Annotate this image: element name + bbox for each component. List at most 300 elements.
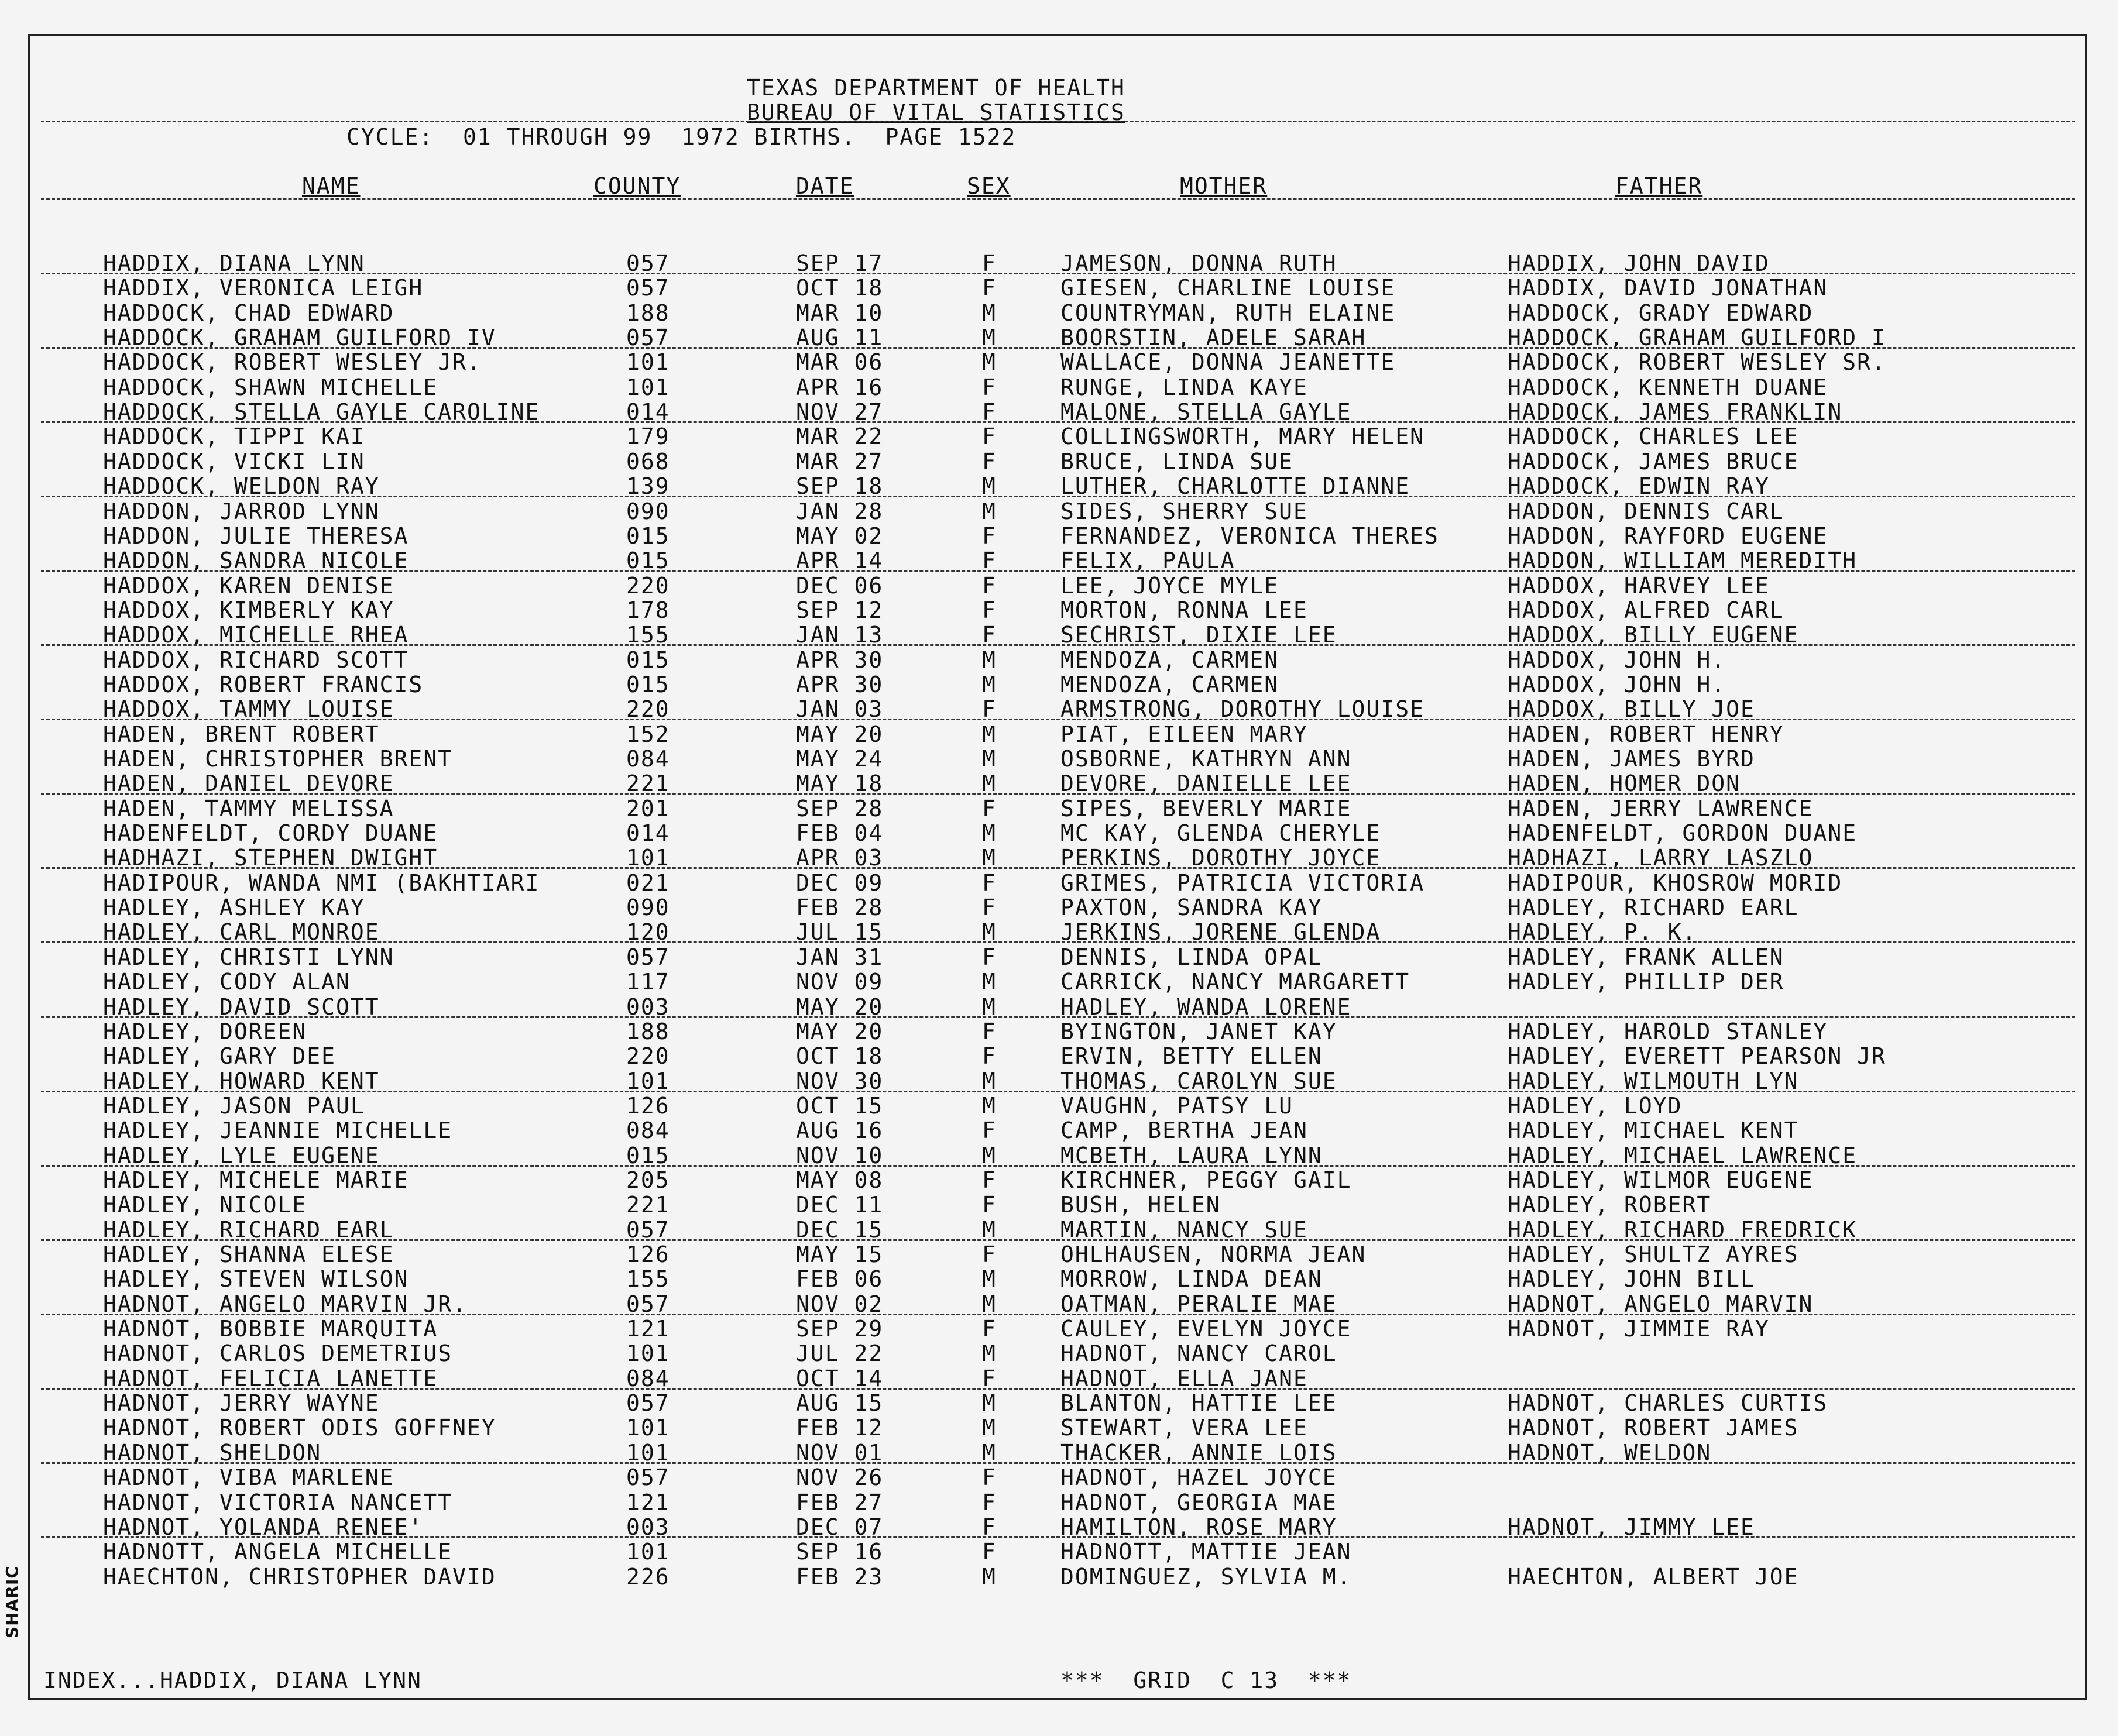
- table-row: [0, 573, 2118, 597]
- cell-date: MAR 22: [796, 424, 884, 450]
- bureau-title: BUREAU OF VITAL STATISTICS: [747, 99, 1125, 125]
- cell-date: NOV 09: [796, 969, 884, 995]
- cell-father: HADEN, JERRY LAWRENCE: [1508, 795, 1814, 821]
- cell-mother: COUNTRYMAN, RUTH ELAINE: [1060, 300, 1396, 326]
- cell-date: OCT 18: [796, 1043, 884, 1070]
- cell-date: SEP 18: [796, 473, 884, 500]
- table-row: [0, 523, 2118, 548]
- cell-date: JUL 15: [796, 919, 884, 946]
- cell-father: HADDON, WILLIAM MEREDITH: [1508, 548, 1858, 574]
- cell-sex: M: [982, 969, 997, 995]
- cell-mother: FELIX, PAULA: [1060, 548, 1235, 574]
- cell-father: HADENFELDT, GORDON DUANE: [1508, 820, 1858, 847]
- cell-father: HADDOCK, CHARLES LEE: [1508, 424, 1799, 450]
- cell-date: OCT 15: [796, 1092, 884, 1119]
- table-row: [0, 1465, 2118, 1489]
- cell-date: MAR 06: [796, 349, 884, 376]
- cell-name: HAECHTON, CHRISTOPHER DAVID: [103, 1563, 496, 1590]
- cell-sex: F: [982, 250, 997, 276]
- cell-father: HADDOCK, GRAHAM GUILFORD I: [1508, 325, 1886, 351]
- cell-mother: PIAT, EILEEN MARY: [1060, 721, 1308, 747]
- side-label: SHARIC: [2, 1566, 22, 1638]
- cell-date: MAY 15: [796, 1242, 884, 1267]
- cell-mother: MC KAY, GLENDA CHERYLE: [1060, 820, 1381, 847]
- cell-county: 101: [626, 1415, 670, 1441]
- cell-sex: M: [982, 1415, 997, 1441]
- cell-name: HADNOTT, ANGELA MICHELLE: [103, 1539, 453, 1565]
- table-row: [0, 919, 2118, 944]
- cell-sex: F: [982, 424, 997, 450]
- cell-name: HADLEY, GARY DEE: [103, 1043, 337, 1070]
- cell-date: MAY 20: [796, 994, 884, 1020]
- cell-name: HADLEY, JASON PAUL: [103, 1092, 365, 1119]
- cell-sex: M: [982, 845, 997, 871]
- cell-sex: M: [982, 325, 997, 351]
- cell-mother: GIESEN, CHARLINE LOUISE: [1060, 275, 1396, 301]
- cell-mother: HADLEY, WANDA LORENE: [1060, 994, 1352, 1020]
- cell-county: 003: [626, 994, 670, 1020]
- cell-sex: F: [982, 548, 997, 574]
- cell-county: 226: [626, 1563, 670, 1590]
- cell-county: 015: [626, 1142, 670, 1168]
- cell-sex: F: [982, 597, 997, 623]
- cell-sex: M: [982, 349, 997, 376]
- cell-date: SEP 28: [796, 795, 884, 821]
- cell-county: 179: [626, 424, 670, 450]
- table-row: [0, 746, 2118, 771]
- cell-date: OCT 18: [796, 275, 884, 301]
- cell-sex: M: [982, 820, 997, 847]
- cell-date: NOV 02: [796, 1291, 884, 1317]
- cell-father: HADLEY, MICHAEL LAWRENCE: [1508, 1142, 1858, 1168]
- cell-date: SEP 16: [796, 1539, 884, 1565]
- cell-father: HADLEY, JOHN BILL: [1508, 1266, 1755, 1292]
- column-header-mother: MOTHER: [1180, 173, 1268, 199]
- cell-mother: JERKINS, JORENE GLENDA: [1060, 919, 1381, 946]
- cell-county: 068: [626, 448, 670, 475]
- cell-mother: OSBORNE, KATHRYN ANN: [1060, 746, 1352, 772]
- table-row: [0, 424, 2118, 448]
- cell-sex: M: [982, 1340, 997, 1367]
- cell-father: HADNOT, ROBERT JAMES: [1508, 1415, 1799, 1441]
- cell-county: 084: [626, 1365, 670, 1391]
- cell-county: 057: [626, 250, 670, 276]
- cell-county: 015: [626, 548, 670, 574]
- table-row: [0, 399, 2118, 424]
- table-row: [0, 672, 2118, 696]
- cell-county: 121: [626, 1316, 670, 1342]
- cell-mother: LEE, JOYCE MYLE: [1060, 572, 1279, 599]
- cell-name: HADLEY, NICOLE: [103, 1192, 307, 1218]
- cell-name: HADLEY, CHRISTI LYNN: [103, 944, 394, 970]
- table-row: [0, 622, 2118, 647]
- cell-county: 139: [626, 473, 670, 500]
- cell-sex: F: [982, 1365, 997, 1391]
- table-row: [0, 796, 2118, 820]
- row-group-divider: [41, 793, 2075, 795]
- cell-name: HADNOT, FELICIA LANETTE: [103, 1365, 438, 1391]
- cell-mother: ERVIN, BETTY ELLEN: [1060, 1043, 1323, 1070]
- cell-name: HADDOCK, ROBERT WESLEY JR.: [103, 349, 482, 376]
- cell-mother: OATMAN, PERALIE MAE: [1060, 1291, 1337, 1317]
- cell-mother: SECHRIST, DIXIE LEE: [1060, 622, 1337, 648]
- cell-sex: M: [982, 994, 997, 1020]
- table-row: [0, 473, 2118, 498]
- row-group-divider: [41, 273, 2075, 274]
- cell-county: 155: [626, 1266, 670, 1292]
- cell-mother: KIRCHNER, PEGGY GAIL: [1060, 1167, 1352, 1193]
- cell-date: AUG 15: [796, 1390, 884, 1417]
- cell-father: HADLEY, P. K.: [1508, 919, 1697, 946]
- cell-name: HADLEY, STEVEN WILSON: [103, 1266, 409, 1292]
- table-row: [0, 870, 2118, 895]
- cell-mother: JAMESON, DONNA RUTH: [1060, 250, 1337, 276]
- cell-sex: F: [982, 1167, 997, 1193]
- table-row: [0, 374, 2118, 399]
- cell-county: 003: [626, 1514, 670, 1540]
- row-group-divider: [41, 644, 2075, 646]
- cell-father: HADHAZI, LARRY LASZLO: [1508, 845, 1814, 871]
- cell-date: JAN 28: [796, 498, 884, 524]
- cell-date: DEC 07: [796, 1514, 884, 1540]
- cell-date: AUG 11: [796, 325, 884, 351]
- cell-father: HADIPOUR, KHOSROW MORID: [1508, 869, 1843, 896]
- cell-mother: BLANTON, HATTIE LEE: [1060, 1390, 1337, 1417]
- row-group-divider: [41, 867, 2075, 869]
- cell-sex: M: [982, 671, 997, 697]
- row-group-divider: [41, 1016, 2075, 1018]
- cell-county: 101: [626, 349, 670, 376]
- cell-father: HADNOT, JIMMIE RAY: [1508, 1316, 1770, 1342]
- table-row: [0, 597, 2118, 622]
- cell-name: HADLEY, DAVID SCOTT: [103, 994, 380, 1020]
- cell-father: HAECHTON, ALBERT JOE: [1508, 1563, 1799, 1590]
- cell-name: HADNOT, BOBBIE MARQUITA: [103, 1316, 438, 1342]
- cell-sex: F: [982, 1242, 997, 1267]
- cell-mother: OHLHAUSEN, NORMA JEAN: [1060, 1242, 1367, 1267]
- row-group-divider: [41, 1536, 2075, 1538]
- table-row: [0, 1217, 2118, 1242]
- cell-county: 057: [626, 275, 670, 301]
- cell-sex: M: [982, 473, 997, 500]
- cell-county: 084: [626, 1118, 670, 1144]
- cell-county: 021: [626, 869, 670, 896]
- table-row: [0, 1291, 2118, 1316]
- column-header-county: COUNTY: [593, 173, 681, 199]
- cell-name: HADLEY, CARL MONROE: [103, 919, 380, 946]
- cell-county: 015: [626, 647, 670, 673]
- table-row: [0, 994, 2118, 1019]
- cell-father: HADLEY, FRANK ALLEN: [1508, 944, 1784, 970]
- cell-name: HADLEY, SHANNA ELESE: [103, 1242, 394, 1267]
- cell-date: SEP 29: [796, 1316, 884, 1342]
- cell-sex: F: [982, 869, 997, 896]
- table-row: [0, 647, 2118, 672]
- cell-mother: DENNIS, LINDA OPAL: [1060, 944, 1323, 970]
- cell-county: 084: [626, 746, 670, 772]
- cell-father: HADLEY, WILMOUTH LYN: [1508, 1068, 1799, 1094]
- cell-date: FEB 27: [796, 1489, 884, 1515]
- cell-county: 120: [626, 919, 670, 946]
- cell-mother: SIPES, BEVERLY MARIE: [1060, 795, 1352, 821]
- row-group-divider: [41, 1314, 2075, 1315]
- cell-mother: SIDES, SHERRY SUE: [1060, 498, 1308, 524]
- cell-father: HADDOX, BILLY EUGENE: [1508, 622, 1799, 648]
- cell-father: HADLEY, RICHARD EARL: [1508, 895, 1799, 921]
- cell-father: HADLEY, LOYD: [1508, 1092, 1683, 1119]
- cell-county: 057: [626, 944, 670, 970]
- table-row: [0, 1390, 2118, 1415]
- table-row: [0, 1019, 2118, 1043]
- cell-father: HADDOX, BILLY JOE: [1508, 696, 1755, 723]
- cell-sex: M: [982, 1291, 997, 1317]
- cell-father: HADNOT, ANGELO MARVIN: [1508, 1291, 1814, 1317]
- cell-mother: MALONE, STELLA GAYLE: [1060, 399, 1352, 425]
- cell-mother: BYINGTON, JANET KAY: [1060, 1018, 1337, 1044]
- cell-sex: F: [982, 1043, 997, 1070]
- cell-sex: M: [982, 300, 997, 326]
- cell-sex: M: [982, 919, 997, 946]
- cell-father: HADDOX, HARVEY LEE: [1508, 572, 1770, 599]
- cell-name: HADLEY, DOREEN: [103, 1018, 307, 1044]
- cell-name: HADDOCK, CHAD EDWARD: [103, 300, 394, 326]
- cell-mother: CARRICK, NANCY MARGARETT: [1060, 969, 1410, 995]
- row-group-divider: [41, 1462, 2075, 1464]
- cell-name: HADDIX, DIANA LYNN: [103, 250, 365, 276]
- cell-county: 057: [626, 1465, 670, 1491]
- cell-mother: LUTHER, CHARLOTTE DIANNE: [1060, 473, 1410, 500]
- table-row: [0, 449, 2118, 473]
- cell-father: HADDIX, DAVID JONATHAN: [1508, 275, 1828, 301]
- cell-mother: MENDOZA, CARMEN: [1060, 671, 1279, 697]
- cell-date: MAR 27: [796, 448, 884, 475]
- cell-date: FEB 04: [796, 820, 884, 847]
- agency-title: TEXAS DEPARTMENT OF HEALTH: [747, 75, 1125, 101]
- cell-father: HADDOCK, ROBERT WESLEY SR.: [1508, 349, 1886, 376]
- table-row: [0, 499, 2118, 523]
- cell-mother: WALLACE, DONNA JEANETTE: [1060, 349, 1396, 376]
- cell-father: HADDIX, JOHN DAVID: [1508, 250, 1770, 276]
- cycle-line: CYCLE: 01 THROUGH 99 1972 BIRTHS. PAGE 1522: [346, 124, 1017, 150]
- cell-date: APR 16: [796, 374, 884, 400]
- cell-name: HADEN, CHRISTOPHER BRENT: [103, 746, 453, 772]
- cell-mother: CAULEY, EVELYN JOYCE: [1060, 1316, 1352, 1342]
- cell-county: 057: [626, 1291, 670, 1317]
- cell-sex: M: [982, 1216, 997, 1243]
- grid-footer: *** GRID C 13 ***: [1060, 1668, 1352, 1693]
- cell-name: HADNOT, VIBA MARLENE: [103, 1465, 394, 1491]
- cell-sex: M: [982, 1563, 997, 1590]
- cell-name: HADEN, DANIEL DEVORE: [103, 771, 394, 797]
- row-group-divider: [41, 719, 2075, 720]
- cell-county: 101: [626, 1439, 670, 1466]
- cell-county: 101: [626, 1539, 670, 1565]
- table-row: [0, 325, 2118, 349]
- cell-name: HADNOT, JERRY WAYNE: [103, 1390, 380, 1417]
- cell-sex: F: [982, 1465, 997, 1491]
- cell-father: HADLEY, ROBERT: [1508, 1192, 1712, 1218]
- cell-sex: F: [982, 275, 997, 301]
- cell-name: HADDOX, KAREN DENISE: [103, 572, 394, 599]
- cell-date: FEB 06: [796, 1266, 884, 1292]
- cell-mother: HADNOT, HAZEL JOYCE: [1060, 1465, 1337, 1491]
- cell-name: HADDIX, VERONICA LEIGH: [103, 275, 424, 301]
- cell-name: HADDOX, KIMBERLY KAY: [103, 597, 394, 623]
- cell-name: HADLEY, RICHARD EARL: [103, 1216, 394, 1243]
- cell-county: 101: [626, 374, 670, 400]
- cell-sex: M: [982, 1068, 997, 1094]
- cell-sex: F: [982, 522, 997, 549]
- cell-name: HADDON, SANDRA NICOLE: [103, 548, 409, 574]
- cell-date: MAY 20: [796, 721, 884, 747]
- cell-date: MAY 02: [796, 522, 884, 549]
- cell-name: HADLEY, ASHLEY KAY: [103, 895, 365, 921]
- cell-mother: MCBETH, LAURA LYNN: [1060, 1142, 1323, 1168]
- cell-name: HADDOCK, SHAWN MICHELLE: [103, 374, 438, 400]
- cell-mother: DOMINGUEZ, SYLVIA M.: [1060, 1563, 1352, 1590]
- cell-date: NOV 30: [796, 1068, 884, 1094]
- cell-sex: M: [982, 498, 997, 524]
- cell-sex: F: [982, 944, 997, 970]
- cell-date: NOV 26: [796, 1465, 884, 1491]
- cell-sex: F: [982, 622, 997, 648]
- cell-mother: HAMILTON, ROSE MARY: [1060, 1514, 1337, 1540]
- table-row: [0, 1192, 2118, 1216]
- cell-sex: F: [982, 1192, 997, 1218]
- row-group-divider: [41, 570, 2075, 572]
- cell-name: HADDOX, ROBERT FRANCIS: [103, 671, 424, 697]
- table-row: [0, 1539, 2118, 1563]
- cell-name: HADDOX, RICHARD SCOTT: [103, 647, 409, 673]
- cell-mother: MENDOZA, CARMEN: [1060, 647, 1279, 673]
- cell-sex: F: [982, 1489, 997, 1515]
- cell-name: HADHAZI, STEPHEN DWIGHT: [103, 845, 438, 871]
- cell-name: HADDOCK, WELDON RAY: [103, 473, 380, 500]
- cell-sex: M: [982, 1390, 997, 1417]
- cell-sex: F: [982, 1514, 997, 1540]
- table-row: [0, 1118, 2118, 1142]
- table-row: [0, 1514, 2118, 1539]
- cell-father: HADDOCK, KENNETH DUANE: [1508, 374, 1828, 400]
- cell-sex: F: [982, 399, 997, 425]
- table-row: [0, 696, 2118, 721]
- table-row: [0, 771, 2118, 795]
- cell-name: HADNOT, YOLANDA RENEE': [103, 1514, 424, 1540]
- cell-county: 014: [626, 820, 670, 847]
- cell-county: 057: [626, 1390, 670, 1417]
- cell-name: HADIPOUR, WANDA NMI (BAKHTIARI: [103, 869, 540, 896]
- table-row: [0, 1340, 2118, 1365]
- cell-mother: THOMAS, CAROLYN SUE: [1060, 1068, 1337, 1094]
- cell-county: 014: [626, 399, 670, 425]
- cell-father: HADNOT, WELDON: [1508, 1439, 1712, 1466]
- cell-sex: M: [982, 1092, 997, 1119]
- cell-county: 220: [626, 572, 670, 599]
- index-footer: INDEX...HADDIX, DIANA LYNN: [43, 1668, 422, 1693]
- cell-date: MAY 24: [796, 746, 884, 772]
- cell-father: HADDON, DENNIS CARL: [1508, 498, 1784, 524]
- cell-date: JAN 13: [796, 622, 884, 648]
- cell-name: HADDOCK, VICKI LIN: [103, 448, 365, 475]
- column-header-date: DATE: [796, 173, 854, 199]
- table-row: [0, 349, 2118, 374]
- cell-date: NOV 27: [796, 399, 884, 425]
- cell-name: HADENFELDT, CORDY DUANE: [103, 820, 438, 847]
- table-row: [0, 969, 2118, 994]
- cell-county: 090: [626, 498, 670, 524]
- cell-date: DEC 11: [796, 1192, 884, 1218]
- cell-date: AUG 16: [796, 1118, 884, 1144]
- cell-name: HADLEY, MICHELE MARIE: [103, 1167, 409, 1193]
- cell-mother: MORROW, LINDA DEAN: [1060, 1266, 1323, 1292]
- cell-mother: GRIMES, PATRICIA VICTORIA: [1060, 869, 1424, 896]
- table-row: [0, 944, 2118, 969]
- cell-date: JUL 22: [796, 1340, 884, 1367]
- cell-mother: RUNGE, LINDA KAYE: [1060, 374, 1308, 400]
- table-row: [0, 1143, 2118, 1167]
- cell-father: HADLEY, EVERETT PEARSON JR: [1508, 1043, 1886, 1070]
- table-row: [0, 1564, 2118, 1589]
- cell-mother: HADNOT, ELLA JANE: [1060, 1365, 1308, 1391]
- row-group-divider: [41, 1239, 2075, 1241]
- table-row: [0, 1242, 2118, 1266]
- cell-county: 126: [626, 1242, 670, 1267]
- cell-date: NOV 01: [796, 1439, 884, 1466]
- cell-father: HADLEY, MICHAEL KENT: [1508, 1118, 1799, 1144]
- cell-sex: F: [982, 696, 997, 723]
- cell-date: NOV 10: [796, 1142, 884, 1168]
- cell-date: APR 30: [796, 647, 884, 673]
- cell-county: 057: [626, 1216, 670, 1243]
- cell-sex: M: [982, 1439, 997, 1466]
- cell-father: HADDOX, ALFRED CARL: [1508, 597, 1784, 623]
- cell-name: HADDOX, MICHELLE RHEA: [103, 622, 409, 648]
- cell-county: 221: [626, 1192, 670, 1218]
- cell-sex: F: [982, 1018, 997, 1044]
- cell-county: 121: [626, 1489, 670, 1515]
- column-header-sex: SEX: [967, 173, 1011, 199]
- table-row: [0, 250, 2118, 275]
- cell-father: HADDOX, JOHN H.: [1508, 647, 1726, 673]
- cell-county: 126: [626, 1092, 670, 1119]
- cell-mother: MARTIN, NANCY SUE: [1060, 1216, 1308, 1243]
- cell-county: 220: [626, 696, 670, 723]
- cell-father: HADDOX, JOHN H.: [1508, 671, 1726, 697]
- table-row: [0, 548, 2118, 572]
- cell-county: 015: [626, 522, 670, 549]
- cell-date: FEB 23: [796, 1563, 884, 1590]
- cell-father: HADLEY, WILMOR EUGENE: [1508, 1167, 1814, 1193]
- cell-county: 155: [626, 622, 670, 648]
- row-group-divider: [41, 941, 2075, 943]
- cell-date: MAR 10: [796, 300, 884, 326]
- table-row: [0, 845, 2118, 869]
- cell-date: JAN 03: [796, 696, 884, 723]
- cell-sex: M: [982, 1142, 997, 1168]
- table-row: [0, 1490, 2118, 1514]
- cell-county: 220: [626, 1043, 670, 1070]
- cell-county: 221: [626, 771, 670, 797]
- cell-father: HADLEY, RICHARD FREDRICK: [1508, 1216, 1858, 1243]
- cell-date: APR 03: [796, 845, 884, 871]
- cell-county: 188: [626, 1018, 670, 1044]
- cell-name: HADNOT, SHELDON: [103, 1439, 322, 1466]
- cell-name: HADDOCK, STELLA GAYLE CAROLINE: [103, 399, 540, 425]
- cell-father: HADNOT, CHARLES CURTIS: [1508, 1390, 1828, 1417]
- column-header-name: NAME: [302, 173, 361, 199]
- cell-mother: CAMP, BERTHA JEAN: [1060, 1118, 1308, 1144]
- cell-mother: STEWART, VERA LEE: [1060, 1415, 1308, 1441]
